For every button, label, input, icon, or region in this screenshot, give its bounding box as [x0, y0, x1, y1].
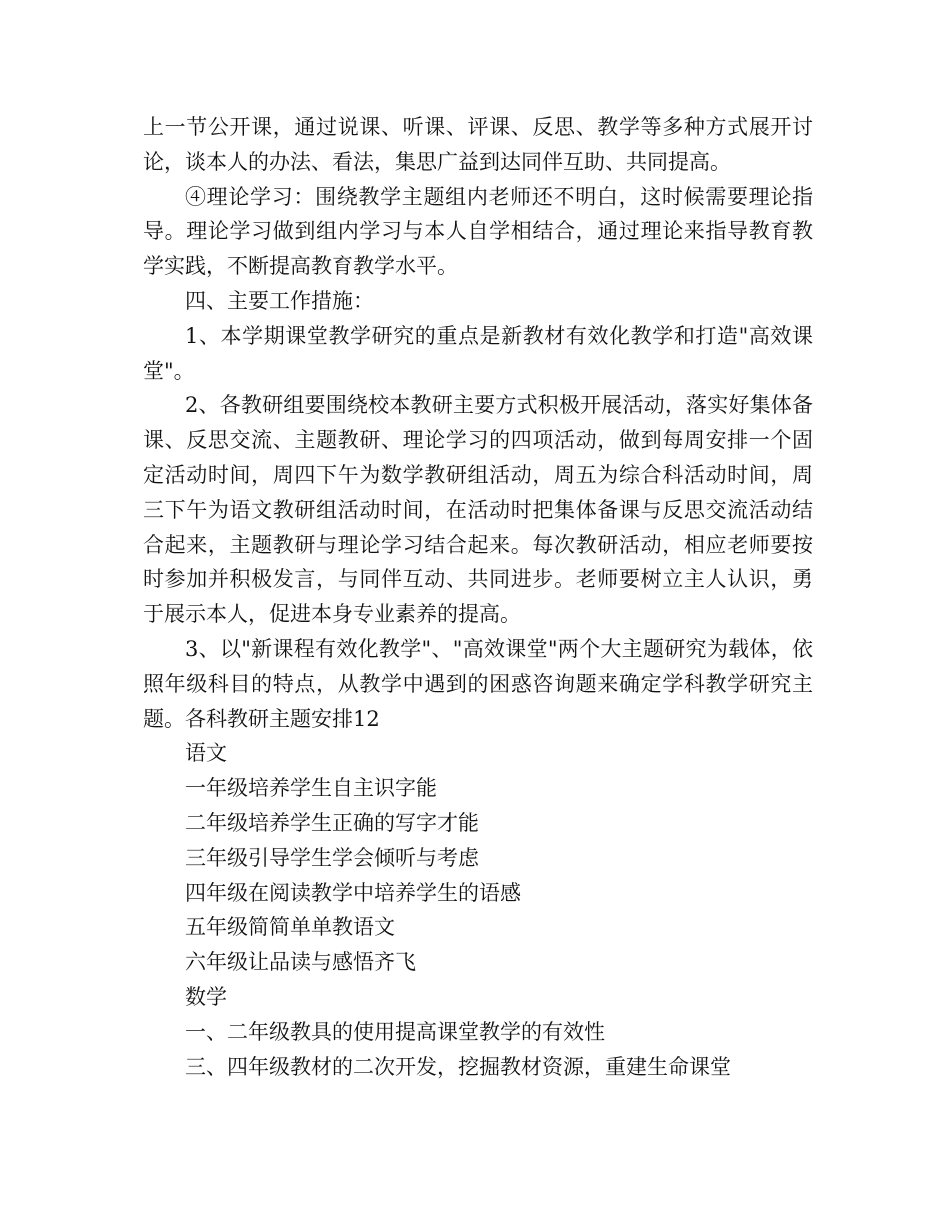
paragraph-measure-2: 2、各教研组要围绕校本教研主要方式积极开展活动，落实好集体备课、反思交流、主题教研、理论学习的四项活动，做到每周安排一个固定活动时间，周四下午为数学教研组活动，周五为综合科活动时间，周三下午为语文教研组活动时间，在活动时把集体备课与反思交流活动结合起来，主题教研与理论学习结合起来。每次教研活动，相应老师要按时参加并积极发言，与同伴互动、共同进步。老师要树立主人认识，勇于展示本人，促进本身专业素养的提高。 — [143, 393, 813, 627]
paragraph-measure-3: 3、以"新课程有效化教学"、"高效课堂"两个大主题研究为载体，依照年级科目的特点，从教学中遇到的困惑咨询题来确定学科教学研究主题。各科教研主题安排12 — [143, 636, 813, 731]
section-heading-measures: 四、主要工作措施： — [185, 288, 374, 313]
math-topic-grades-3-4: 三、四年级教材的二次开发，挖掘教材资源，重建生命课堂 — [185, 1054, 731, 1079]
chinese-topic-grade-4: 四年级在阅读教学中培养学生的语感 — [185, 880, 521, 905]
subject-heading-chinese: 语文 — [185, 741, 227, 766]
chinese-topic-grade-5: 五年级简简单单教语文 — [185, 915, 395, 940]
paragraph-measure-1: 1、本学期课堂教学研究的重点是新教材有效化教学和打造"高效课堂"。 — [143, 323, 813, 383]
document-page — [143, 110, 813, 1084]
chinese-topic-grade-2: 二年级培养学生正确的写字才能 — [185, 810, 479, 835]
paragraph-theory-study: ④理论学习：围绕教学主题组内老师还不明白，这时候需要理论指导。理论学习做到组内学习与本人自学相结合，通过理论来指导教育教学实践，不断提高教育教学水平。 — [143, 184, 813, 279]
chinese-topic-grade-1: 一年级培养学生自主识字能 — [185, 776, 437, 801]
chinese-topic-grade-6: 六年级让品读与感悟齐飞 — [185, 950, 416, 975]
subject-heading-math: 数学 — [185, 984, 227, 1009]
paragraph-continuation: 上一节公开课，通过说课、听课、评课、反思、教学等多种方式展开讨论，谈本人的办法、看法，集思广益到达同伴互助、共同提高。 — [143, 115, 813, 174]
math-topic-grades-1-2: 一、二年级教具的使用提高课堂教学的有效性 — [185, 1019, 605, 1044]
chinese-topic-grade-3: 三年级引导学生学会倾听与考虑 — [185, 845, 479, 870]
